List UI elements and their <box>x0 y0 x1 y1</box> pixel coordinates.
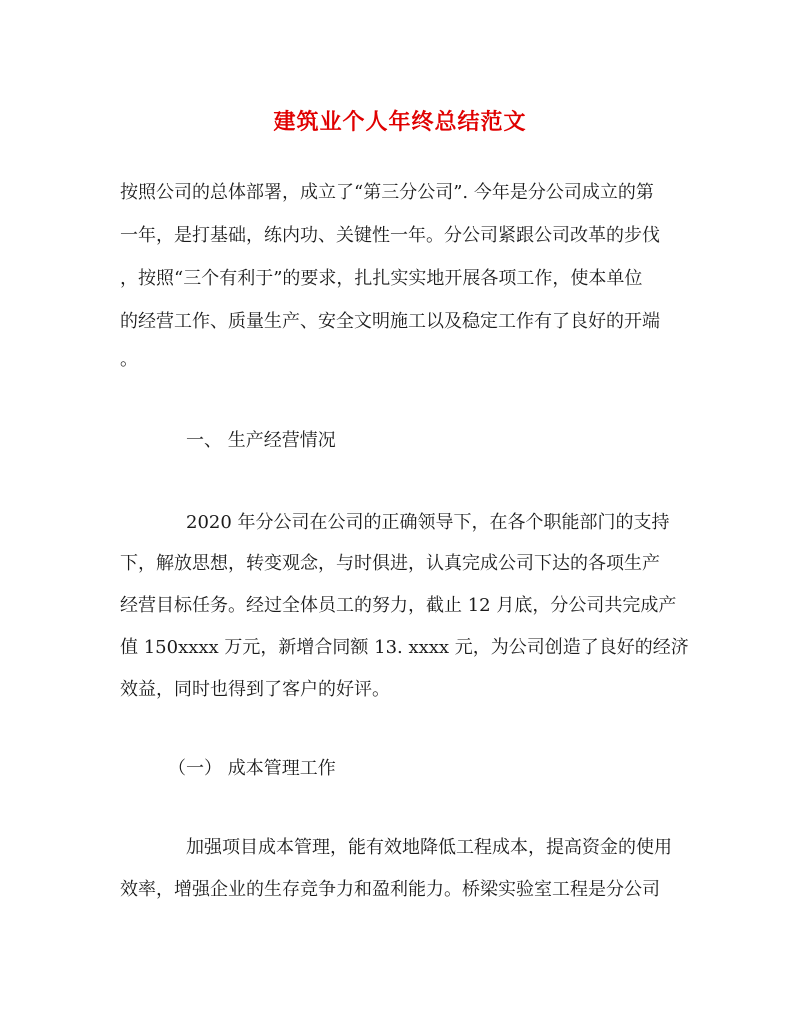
intro-line: ，按照“三个有利于”的要求，扎扎实实地开展各项工作，使本单位 <box>120 268 643 289</box>
section-line: 值 150xxxx 万元，新增合同额 13. xxxx 元，为公司创造了良好的经济 <box>120 637 689 658</box>
section-line: 经营目标任务。经过全体员工的努力，截止 12 月底，分公司共完成产 <box>120 595 677 616</box>
section-line: 2020 年分公司在公司的正确领导下，在各个职能部门的支持 <box>186 512 670 533</box>
subsection-line: 加强项目成本管理，能有效地降低工程成本，提高资金的使用 <box>186 837 672 858</box>
subsection-heading: （一） 成本管理工作 <box>168 758 336 779</box>
intro-line: 一年，是打基础，练内功、关键性一年。分公司紧跟公司改革的步伐 <box>120 225 660 246</box>
section-line: 下，解放思想，转变观念，与时俱进，认真完成公司下达的各项生产 <box>120 553 660 574</box>
intro-line: 按照公司的总体部署，成立了“第三分公司”. 今年是分公司成立的第 <box>120 182 654 203</box>
document-title: 建筑业个人年终总结范文 <box>273 109 527 135</box>
intro-line: 的经营工作、质量生产、安全文明施工以及稳定工作有了良好的开端 <box>120 311 660 332</box>
section-heading: 一、 生产经营情况 <box>186 430 336 451</box>
intro-line: 。 <box>120 349 138 370</box>
subsection-line: 效率，增强企业的生存竞争力和盈利能力。桥梁实验室工程是分公司 <box>120 879 660 900</box>
section-line: 效益，同时也得到了客户的好评。 <box>120 679 390 700</box>
